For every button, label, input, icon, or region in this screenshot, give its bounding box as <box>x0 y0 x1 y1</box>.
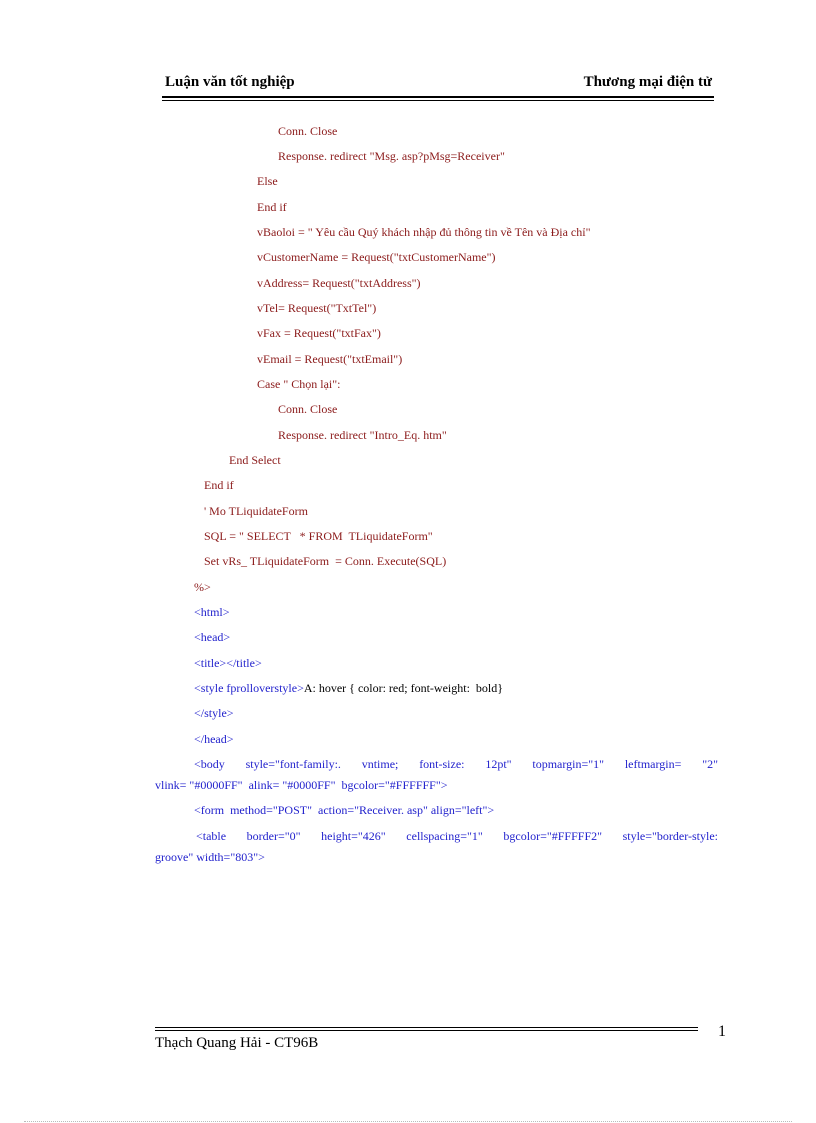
header-left-title: Luận văn tốt nghiệp <box>165 74 295 90</box>
code-line: Else <box>257 174 278 188</box>
code-line: Conn. Close <box>278 402 338 416</box>
code-line: End if <box>204 478 234 492</box>
code-line: End Select <box>229 453 281 467</box>
body-tag-line2: vlink= "#0000FF" alink= "#0000FF" bgcolor="#FFFFFF"> <box>155 778 448 792</box>
header-right-title: Thương mại điện tử <box>583 74 712 90</box>
code-line: Case " Chọn lại": <box>257 377 341 391</box>
code-line: Response. redirect "Msg. asp?pMsg=Receiver" <box>278 149 505 163</box>
header-rule <box>162 96 714 98</box>
code-line: SQL = " SELECT * FROM TLiquidateForm" <box>204 529 433 543</box>
code-line: vCustomerName = Request("txtCustomerName") <box>257 250 496 264</box>
code-line: <html> <box>194 605 230 619</box>
code-line: vTel= Request("TxtTel") <box>257 301 377 315</box>
code-line: vBaoloi = " Yêu cầu Quý khách nhập đủ thông tin về Tên và Địa chỉ" <box>257 225 591 239</box>
style-tag: <style fprolloverstyle> <box>194 681 304 695</box>
code-line: Conn. Close <box>278 124 338 138</box>
code-line: </style> <box>194 706 234 720</box>
footer-author: Thạch Quang Hải - CT96B <box>155 1035 319 1051</box>
code-line: vFax = Request("txtFax") <box>257 326 381 340</box>
code-line: vAddress= Request("txtAddress") <box>257 276 421 290</box>
code-line-style <box>194 680 503 696</box>
code-line: %> <box>194 580 211 594</box>
code-line: </head> <box>194 732 234 746</box>
table-tag-line1: <table border="0" height="426" cellspacing="1" bgcolor="#FFFFF2" style="border-style: <box>196 829 718 843</box>
code-line: ' Mo TLiquidateForm <box>204 504 308 518</box>
header-rule-thin <box>162 100 714 101</box>
code-line: <head> <box>194 630 231 644</box>
footer-rule-thin <box>155 1030 698 1031</box>
table-tag-line2: groove" width="803"> <box>155 850 265 864</box>
page-number: 1 <box>718 1023 726 1040</box>
page-bottom-edge <box>24 1121 792 1122</box>
code-line: vEmail = Request("txtEmail") <box>257 352 403 366</box>
footer-rule <box>155 1027 698 1028</box>
code-line: <title></title> <box>194 656 262 670</box>
code-line: Set vRs_ TLiquidateForm = Conn. Execute(SQL) <box>204 554 447 568</box>
code-line: Response. redirect "Intro_Eq. htm" <box>278 428 447 442</box>
form-tag: <form method="POST" action="Receiver. asp" align="left"> <box>194 803 495 817</box>
code-line: End if <box>257 200 287 214</box>
style-rule: A: hover { color: red; font-weight: bold} <box>303 681 504 695</box>
body-tag-line1: <body style="font-family:. vntime; font-size: 12pt" topmargin="1" leftmargin= "2" <box>194 757 718 771</box>
